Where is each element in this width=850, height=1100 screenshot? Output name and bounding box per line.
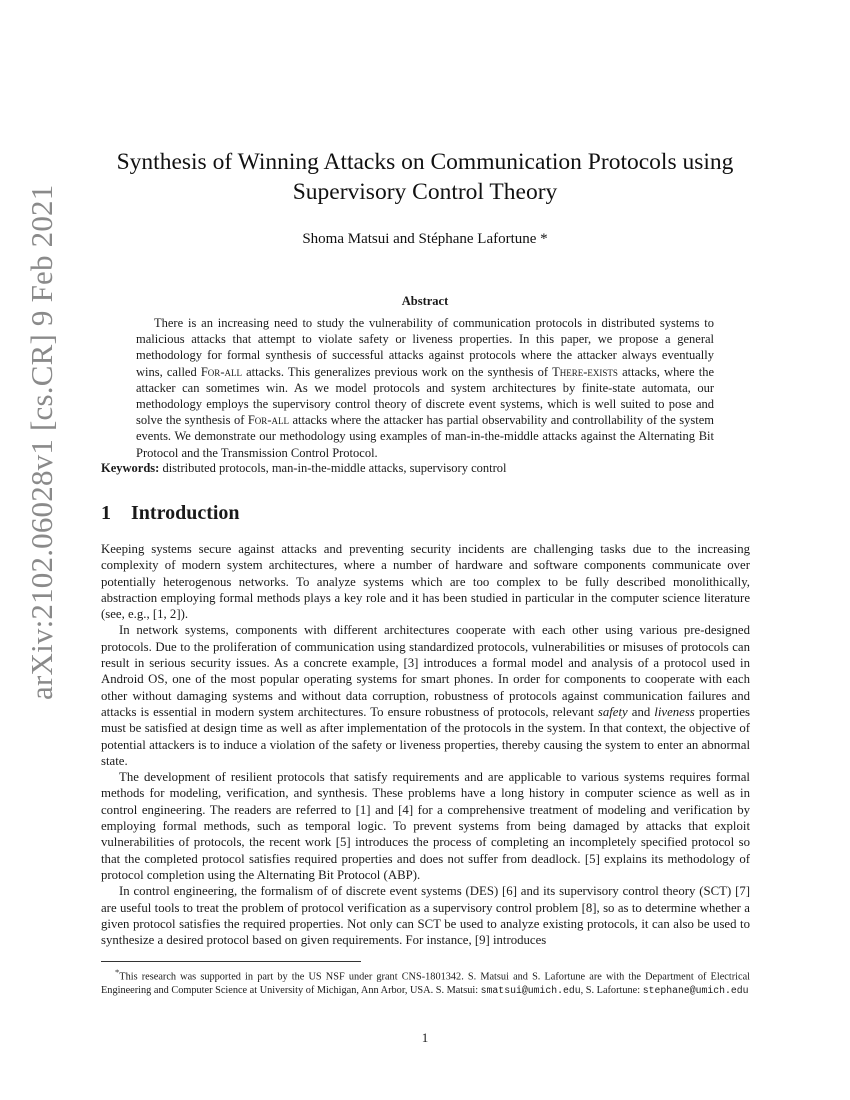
- emphasis-safety: safety: [597, 704, 628, 719]
- paragraph: In control engineering, the formalism of of discrete event systems (DES) [6] and its supervisory control theory (SCT) [7] are useful tools to treat the problem of protocol verification as a supervisory control problem [8], so as to determine whether a given protocol satisfies the required properties. Not only can SCT be used to analyze existing protocols, it can also be used to synthesize a desired protocol based on given requirements. For instance, [9] introduces: [101, 884, 750, 948]
- footnote: [101, 966, 750, 997]
- paper-authors: Shoma Matsui and Stéphane Lafortune *: [302, 231, 548, 247]
- email-link-matsui[interactable]: smatsui@umich.edu: [480, 984, 581, 996]
- footnote-marker: *: [115, 967, 120, 977]
- forall-term: For-all: [200, 364, 242, 379]
- paragraph-segment: In network systems, components with different architectures cooperate with each other using various pre-designed protocols. Due to the proliferation of communication using standardized protocols, vulnerabilities or misuses of protocols can result in serious security issues. As a concrete example, [3] introduces a formal model and analysis of a protocol used in Android OS, one of the most popular operating systems for smart phones. In order for components to cooperate with each other without damaging systems and without data corruption, robustness of protocols against communication failures and attacks is essential in modern system architectures. To ensure robustness of protocols, relevant: [101, 623, 750, 719]
- footnote-divider: [101, 961, 361, 962]
- section-number: 1: [101, 502, 111, 524]
- emphasis-liveness: liveness: [654, 704, 695, 719]
- page-number: 1: [421, 1030, 429, 1045]
- section-heading: [101, 502, 240, 525]
- keywords-value: distributed protocols, man-in-the-middle attacks, supervisory control: [159, 461, 507, 475]
- there-exists-term: There-exists: [552, 364, 618, 379]
- paragraph: [101, 622, 750, 769]
- section-title: Introduction: [131, 502, 240, 524]
- paragraph-segment: properties must be satisfied at design time as well as after implementation of the protocols in the system. In that context, the objective of potential attackers is to induce a violation of the safety or liveness properties, thereby causing the system to enter an abnormal state.: [101, 704, 750, 768]
- abstract-text-segment: There is an increasing need to study the vulnerability of communication protocols in distributed systems to malicious attacks that attempt to violate safety or liveness properties. In this paper, we propose a general methodology for formal synthesis of successful attacks against protocols where the attacker always eventually wins, called: [136, 316, 714, 379]
- abstract-text-segment: attacks where the attacker has partial observability and controllability of the system events. We demonstrate our methodology using examples of man-in-the-middle attacks against the Alternating Bit Protocol and the Transmission Control Protocol.: [136, 413, 714, 460]
- abstract-text-segment: attacks, where the attacker can sometimes win. As we model protocols and system architectures by finite-state automata, our methodology employs the supervisory control theory of discrete event systems, which is well suited to pose and solve the synthesis of: [136, 364, 714, 428]
- paragraph: Keeping systems secure against attacks and preventing security incidents are challenging tasks due to the increasing complexity of modern system architectures, where a number of hardware and software components communicate over potentially heterogenous networks. To analyze systems which are too complex to be fully described monolithically, abstraction employing formal methods plays a key role and it has been studied in particular in the computer science literature (see, e.g., [1, 2]).: [101, 542, 750, 622]
- keywords-line: [101, 461, 751, 476]
- paper-title: Synthesis of Winning Attacks on Communication Protocols using Supervisory Control Theory: [116, 149, 734, 205]
- abstract-heading: Abstract: [401, 294, 449, 308]
- paragraph-segment: and: [627, 704, 655, 719]
- arxiv-identifier-stamp: arXiv:2102.06028v1 [cs.CR] 9 Feb 2021: [24, 184, 59, 700]
- footnote-text: This research was supported in part by the US NSF under grant CNS-1801342. S. Matsui and S. Lafortune are with the Department of Electrical Engineering and Computer Science at University of Michigan, Ann Arbor, USA. S. Matsui:: [101, 971, 750, 996]
- footnote-text: , S. Lafortune:: [580, 984, 643, 996]
- introduction-body: [101, 541, 750, 948]
- abstract-text: [136, 315, 714, 461]
- paragraph: The development of resilient protocols that satisfy requirements and are applicable to various systems requires formal methods for modeling, verification, and synthesis. These problems have a long history in computer science as well as in control engineering. The readers are referred to [1] and [4] for a comprehensive treatment of modeling and verification by employing formal methods, such as temporal logic. To prevent systems from being damaged by attacks that exploit vulnerabilities of protocols, the recent work [5] introduces the process of completing an incompletely specified protocol so that the completed protocol satisfies required properties and does not suffer from deadlock. [5] explains its methodology of protocol completion using the Alternating Bit Protocol (ABP).: [101, 770, 750, 882]
- forall-term: For-all: [247, 413, 289, 428]
- keywords-label: Keywords:: [101, 461, 160, 475]
- abstract-text-segment: attacks. This generalizes previous work on the synthesis of: [241, 364, 553, 379]
- email-link-lafortune[interactable]: stephane@umich.edu: [642, 984, 749, 996]
